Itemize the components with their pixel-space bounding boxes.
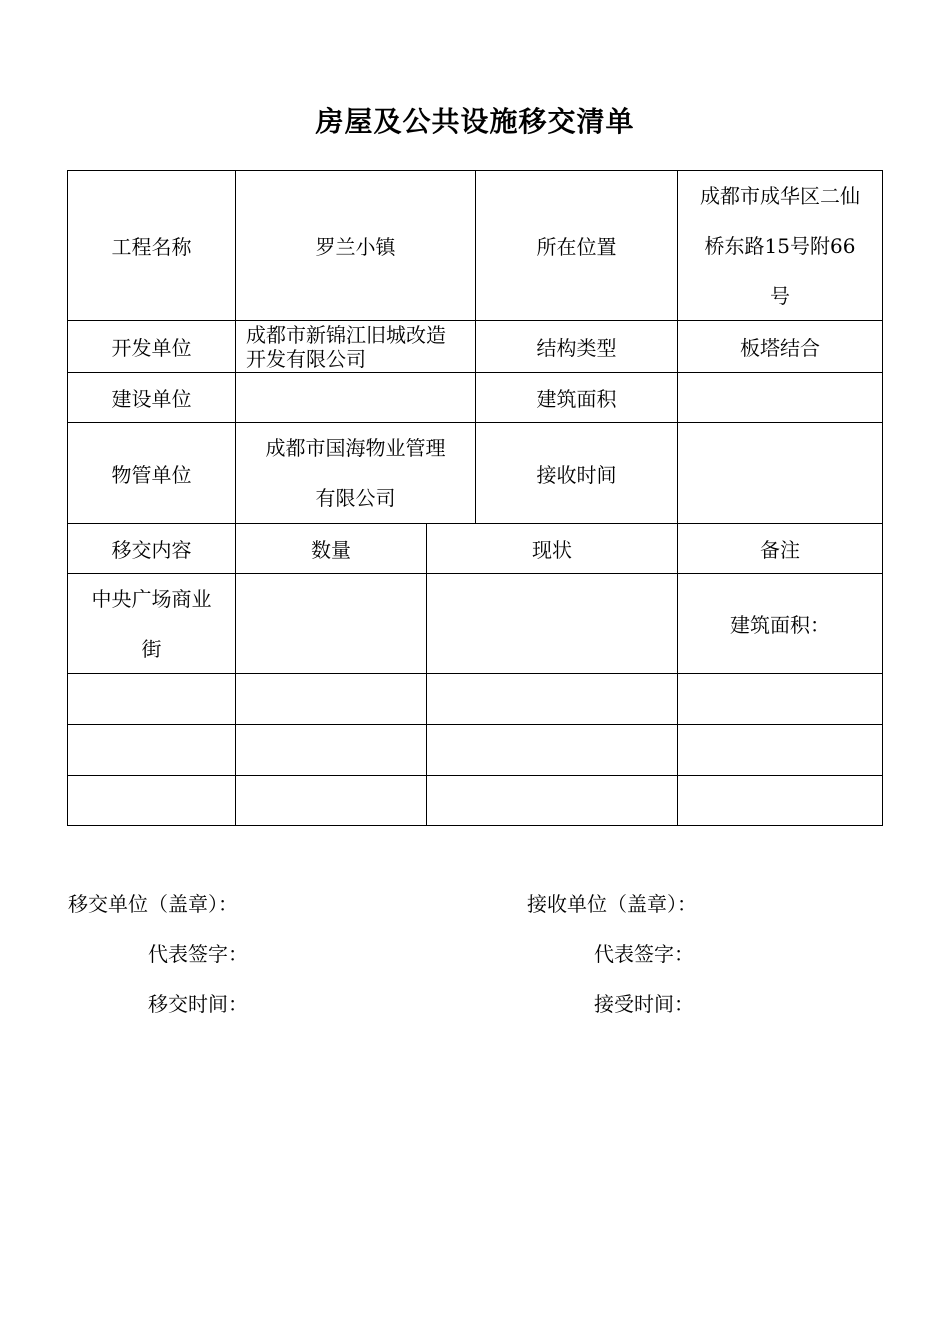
project-name-label: 工程名称 xyxy=(111,235,192,259)
developer-line: 开发有限公司 xyxy=(246,346,366,371)
developer-value xyxy=(236,321,475,372)
project-name-value: 罗兰小镇 xyxy=(315,235,396,259)
receiving-rep-label: 代表签字： xyxy=(594,942,694,966)
location-line: 号 xyxy=(770,283,790,308)
receive-time-value xyxy=(678,423,882,523)
handover-time-label: 移交时间： xyxy=(148,992,248,1016)
location-line: 桥东路15号附66 xyxy=(704,233,856,258)
property-mgmt-label: 物管单位 xyxy=(111,462,192,487)
handover-rep-label: 代表签字： xyxy=(148,942,248,966)
header-remark: 备注 xyxy=(760,538,800,562)
developer-line: 成都市新锦江旧城改造 xyxy=(246,322,446,347)
area-label: 建筑面积 xyxy=(536,387,617,411)
row-divider xyxy=(67,775,883,776)
property-mgmt-value xyxy=(236,423,475,523)
structure-label: 结构类型 xyxy=(536,336,617,360)
location-value xyxy=(678,171,882,320)
item-remark: 建筑面积： xyxy=(730,613,830,637)
receiving-unit-label: 接收单位（盖章）： xyxy=(527,892,697,916)
location-line: 成都市成华区二仙 xyxy=(700,183,860,208)
structure-value: 板塔结合 xyxy=(740,336,820,360)
handover-unit-label: 移交单位（盖章）： xyxy=(68,892,238,916)
row-divider xyxy=(67,724,883,725)
header-content: 移交内容 xyxy=(111,538,192,562)
item-quantity xyxy=(236,574,426,673)
property-mgmt-line: 有限公司 xyxy=(315,486,396,510)
row-divider xyxy=(67,673,883,674)
property-mgmt-line: 成都市国海物业管理 xyxy=(265,436,446,460)
developer-label: 开发单位 xyxy=(111,336,192,360)
area-value xyxy=(678,373,882,422)
location-label: 所在位置 xyxy=(536,235,617,259)
document-title: 房屋及公共设施移交清单 xyxy=(315,105,635,138)
receiving-time-label: 接受时间： xyxy=(594,992,694,1016)
builder-label: 建设单位 xyxy=(111,387,192,411)
header-quantity: 数量 xyxy=(311,538,351,562)
builder-value xyxy=(236,373,475,422)
header-status: 现状 xyxy=(532,538,572,562)
item-content-line: 街 xyxy=(141,636,162,661)
item-content xyxy=(68,574,235,673)
item-content-line: 中央广场商业 xyxy=(91,586,212,611)
item-status xyxy=(427,574,677,673)
receive-time-label: 接收时间 xyxy=(536,462,617,487)
